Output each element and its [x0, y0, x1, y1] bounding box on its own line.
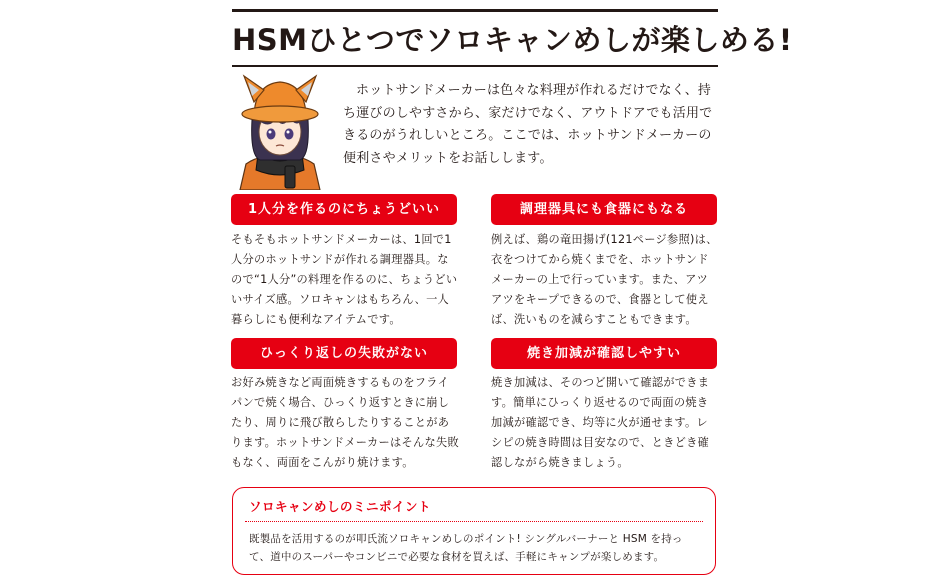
- section-body-no-flip-fail: お好み焼きなど両面焼きするものをフライパンで焼く場合、ひっくり返すときに崩したり、周りに飛び散らしたりすることがあります。ホットサンドメーカーはそんな失敗もなく、両面をこんがり焼けます。: [231, 376, 459, 469]
- title-top-rule: [232, 9, 718, 12]
- mini-point-body: 既製品を活用するのが叩氏流ソロキャンめしのポイント! シングルバーナーと HSM を持って、道中のスーパーやコンビニで必要な食材を買えば、手軽にキャンプが楽しめます。: [249, 533, 683, 563]
- section-body-one-serving: そもそもホットサンドメーカーは、1回で1人分のホットサンドが作れる調理器具。なので“1人分”の料理を作るのに、ちょうどいいサイズ感。ソロキャンはもちろん、一人暮らしにも便利なアイテムです。: [231, 233, 458, 326]
- section-heading-cookware-tableware: 調理器具にも食器にもなる: [491, 194, 717, 225]
- page-title: HSMひとつでソロキャンめしが楽しめる!: [232, 23, 793, 57]
- cat-eared-girl-hat-illustration-icon: [230, 72, 330, 190]
- section-heading-no-flip-fail: ひっくり返しの失敗がない: [231, 338, 457, 369]
- section-heading-one-serving: 1人分を作るのにちょうどいい: [231, 194, 457, 225]
- mini-point-box: [232, 487, 716, 575]
- section-body-cookware-tableware: 例えば、鶏の竜田揚げ(121ページ参照)は、衣をつけてから焼くまでを、ホットサンドメーカーの上で行っています。また、アツアツをキープできるので、食器として使えば、洗いものを減らすこともできます。: [491, 233, 718, 326]
- section-heading-easy-check: 焼き加減が確認しやすい: [491, 338, 717, 369]
- mini-point-divider: [245, 521, 703, 522]
- mini-point-title: ソロキャンめしのミニポイント: [249, 499, 432, 514]
- intro-paragraph: ホットサンドメーカーは色々な料理が作れるだけでなく、持ち運びのしやすさから、家だけでなく、アウトドアでも活用できるのがうれしいところ。ここでは、ホットサンドメーカーの便利さやメリットをお話しします。: [343, 83, 713, 166]
- section-body-easy-check: 焼き加減は、そのつど開いて確認ができます。簡単にひっくり返せるので両面の焼き加減が確認でき、均等に火が通せます。レシピの焼き時間は目安なので、ときどき確認しながら焼きましょう。: [491, 376, 710, 469]
- title-bottom-rule: [232, 65, 718, 67]
